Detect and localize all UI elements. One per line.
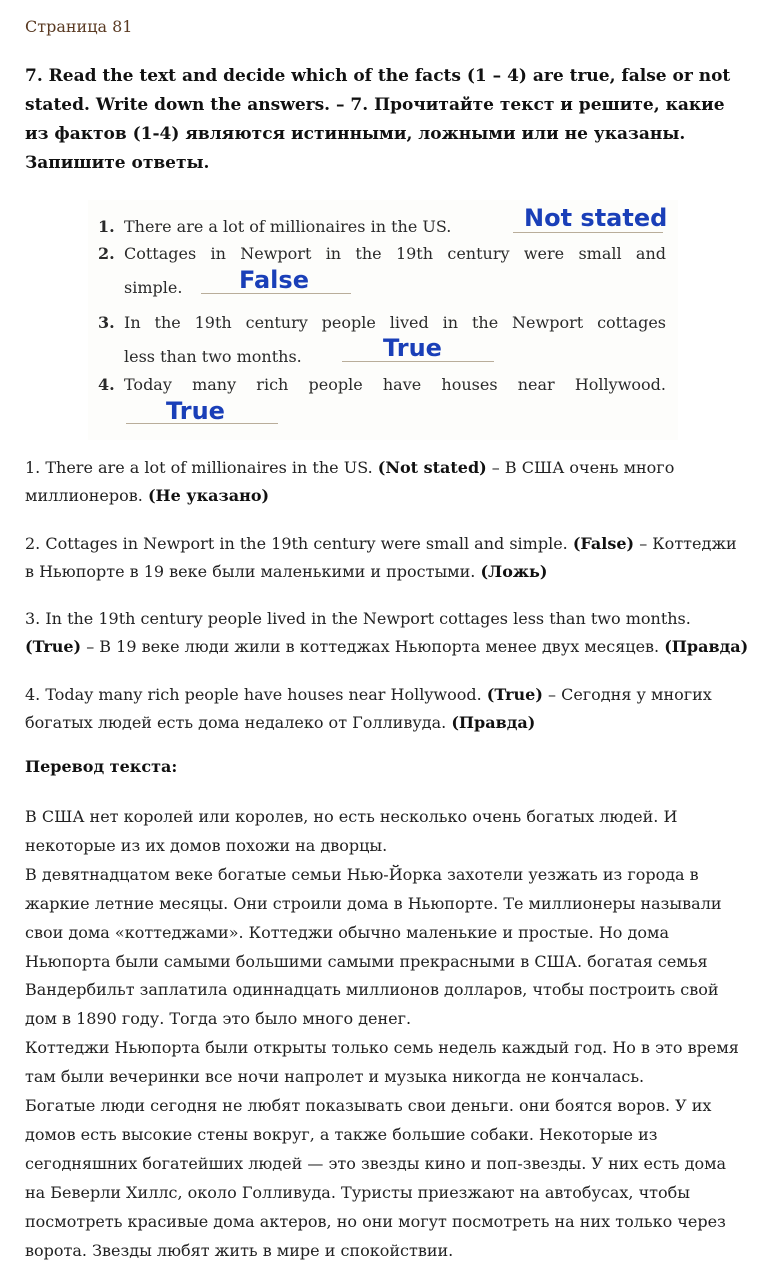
workbook-item-3 xyxy=(98,313,666,332)
handwritten-answer-1: Not stated xyxy=(524,204,668,232)
item-number: 1. xyxy=(98,217,115,236)
item-number: 2. xyxy=(98,244,115,263)
item-text: simple. xyxy=(124,278,183,297)
workbook-item-2-cont xyxy=(124,278,692,297)
item-text: less than two months. xyxy=(124,347,302,366)
translation-paragraph: В США нет королей или королев, но есть несколько очень богатых людей. И некоторые из их домов похожи на дворцы. xyxy=(25,807,678,855)
answer-line-1 xyxy=(513,232,663,233)
workbook-item-2 xyxy=(98,244,666,263)
workbook-item-4 xyxy=(98,375,666,394)
task-heading: 7. Read the text and decide which of the facts (1 – 4) are true, false or not stated. Write down the answers. – 7. Прочитайте текст и решите, какие из фактов (1-4) являются истинными, ложными или не указаны. Запишите ответы. xyxy=(25,66,731,173)
translation-title: Перевод текста: xyxy=(25,757,178,776)
translation-paragraph: Коттеджи Ньюпорта были открыты только семь недель каждый год. Но в это время там были вечеринки все ночи напролет и музыка никогда не кончалась. xyxy=(25,1038,739,1087)
handwritten-answer-2: False xyxy=(239,266,309,294)
item-number: 4. xyxy=(98,375,115,394)
answer-paragraph-2: 2. Cottages in Newport in the 19th century were small and simple. (False) – Коттеджи в Ньюпорте в 19 веке были маленькими и простыми. (Ложь) xyxy=(25,534,737,581)
page-label: Страница 81 xyxy=(25,17,133,36)
item-text: There are a lot of millionaires in the US. xyxy=(124,217,452,236)
item-number: 3. xyxy=(98,313,115,332)
translation-text xyxy=(25,803,750,1266)
handwritten-answer-4: True xyxy=(166,397,225,425)
answer-paragraph-3: 3. In the 19th century people lived in the Newport cottages less than two months. (True) – В 19 веке люди жили в коттеджах Ньюпорта менее двух месяцев. (Правда) xyxy=(25,609,749,656)
item-text: In the 19th century people lived in the Newport cottages xyxy=(124,313,666,332)
translation-paragraph: В девятнадцатом веке богатые семьи Нью-Йорка захотели уезжать из города в жаркие летние месяцы. Они строили дома в Ньюпорте. Те миллионеры называли свои дома «коттеджами». Коттеджи обычно маленькие и простые. Но дома Ньюпорта были самыми большими самыми прекрасными в США. богатая семья Вандербильт заплатила одиннадцать миллионов долларов, чтобы построить свой дом в 1890 году. Тогда это было много денег. xyxy=(25,864,722,1029)
item-text: Cottages in Newport in the 19th century were small and xyxy=(124,244,666,263)
item-text: Today many rich people have houses near Hollywood. xyxy=(124,375,666,394)
workbook-scan xyxy=(88,200,678,440)
translation-paragraph: Богатые люди сегодня не любят показывать свои деньги. они боятся воров. У их домов есть высокие стены вокруг, а также большие собаки. Некоторые из сегодняшних богатейших людей — это звезды кино и поп-звезды. У них есть дома на Беверли Хиллс, около Голливуда. Туристы приезжают на автобусах, чтобы посмотреть красивые дома актеров, но они могут посмотреть на них только через ворота. Звезды любят жить в мире и спокойствии. xyxy=(25,1096,727,1260)
answer-paragraph-1: 1. There are a lot of millionaires in the US. (Not stated) – В США очень много миллионеров. (Не указано) xyxy=(25,458,675,505)
answer-paragraph-4: 4. Today many rich people have houses near Hollywood. (True) – Сегодня у многих богатых людей есть дома недалеко от Голливуда. (Правда) xyxy=(25,685,712,732)
handwritten-answer-3: True xyxy=(383,334,442,362)
